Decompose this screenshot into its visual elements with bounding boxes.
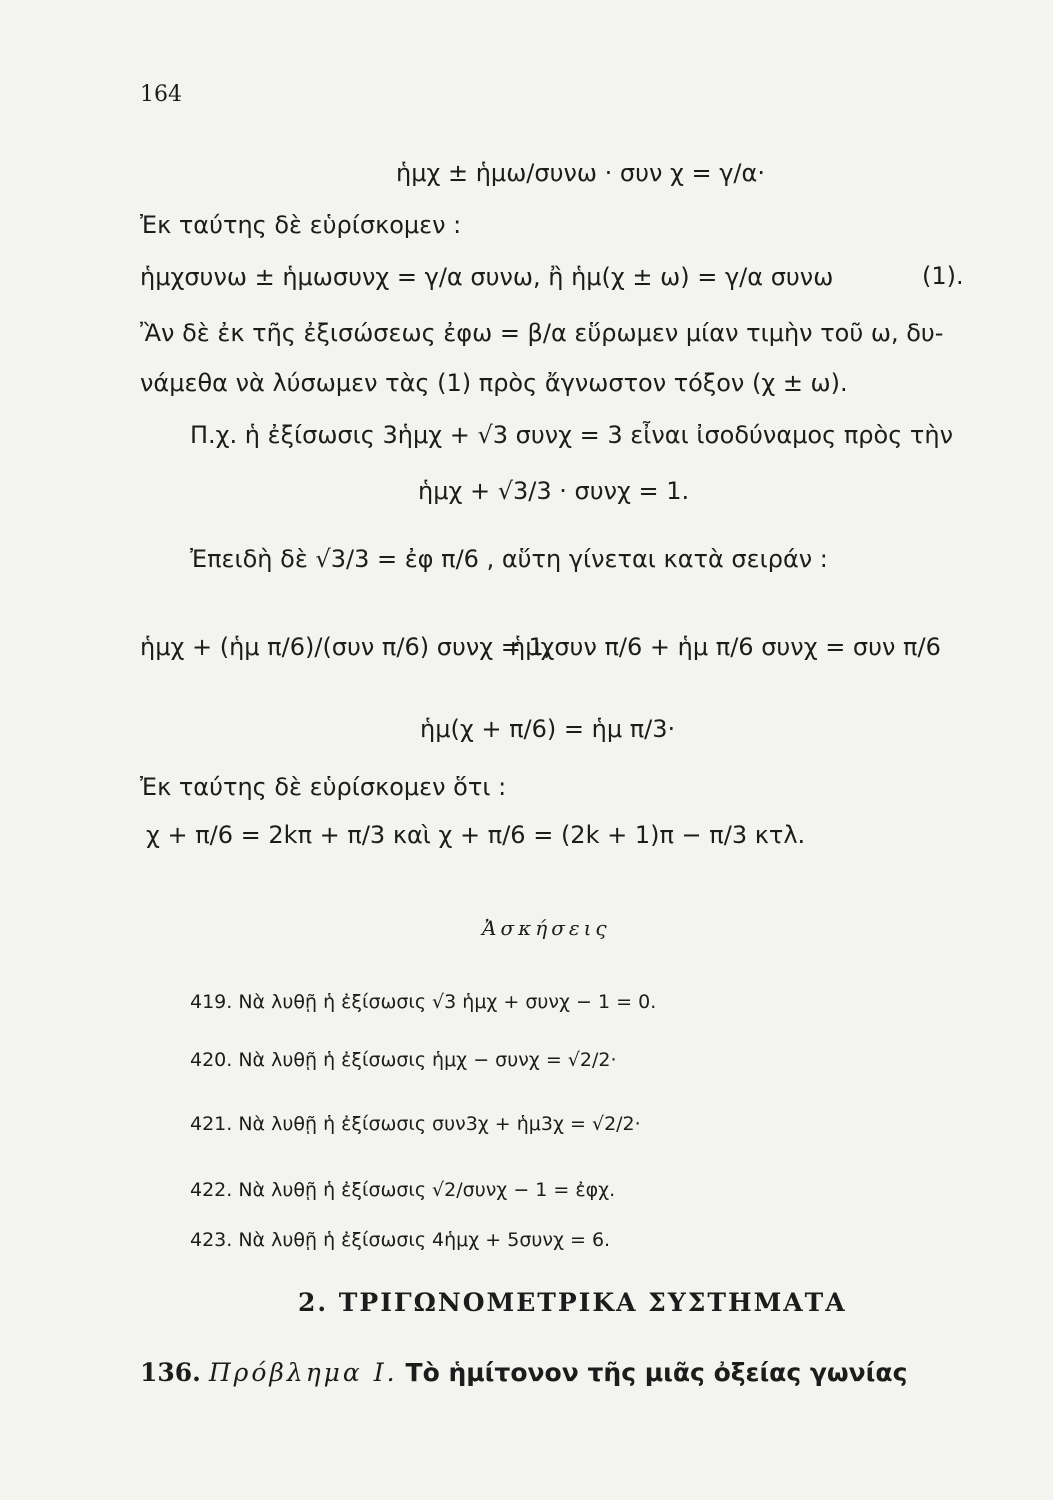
problem-label: Πρόβλημα Ι.	[208, 1358, 398, 1387]
text-line: Ἐκ ταύτης δὲ εὑρίσκομεν ὅτι :	[140, 773, 507, 801]
exercise-item: 419. Νὰ λυθῇ ἡ ἐξίσωσις √3 ἡμχ + συνχ − 1 = 0.	[190, 991, 657, 1013]
exercise-item: 421. Νὰ λυθῇ ἡ ἐξίσωσις συν3χ + ἡμ3χ = √2/2·	[190, 1113, 641, 1135]
equation-5: ἡμ(χ + π/6) = ἡμ π/3·	[420, 715, 676, 743]
equation-2: ἡμχσυνω ± ἡμωσυνχ = γ/α συνω, ἢ ἡμ(χ ± ω) = γ/α συνω	[140, 263, 834, 291]
text-line: Ἐπειδὴ δὲ √3/3 = ἐφ π/6 , αὕτη γίνεται κατὰ σειράν :	[190, 545, 828, 573]
page-number: 164	[140, 82, 182, 107]
equation-3: ἡμχ + √3/3 · συνχ = 1.	[418, 477, 690, 505]
text-line: Π.χ. ἡ ἐξίσωσις 3ἡμχ + √3 συνχ = 3 εἶναι ἰσοδύναμος πρὸς τὴν	[190, 421, 953, 449]
text-line: νάμεθα νὰ λύσωμεν τὰς (1) πρὸς ἄγνωστον τόξον (χ ± ω).	[140, 369, 848, 397]
equation-1: ἡμχ ± ἡμω/συνω · συν χ = γ/α·	[396, 159, 765, 187]
exercise-item: 422. Νὰ λυθῇ ἡ ἐξίσωσις √2/συνχ − 1 = ἐφχ.	[190, 1179, 616, 1201]
exercise-item: 423. Νὰ λυθῇ ἡ ἐξίσωσις 4ἡμχ + 5συνχ = 6.	[190, 1229, 611, 1251]
exercises-title: Ἀσκήσεις	[482, 916, 611, 940]
section-heading: 2. ΤΡΙΓΩΝΟΜΕΤΡΙΚΑ ΣΥΣΤΗΜΑΤΑ	[298, 1288, 847, 1317]
exercise-item: 420. Νὰ λυθῇ ἡ ἐξίσωσις ἡμχ − συνχ = √2/2·	[190, 1049, 617, 1071]
problem-line	[140, 1358, 907, 1387]
equation-6: χ + π/6 = 2kπ + π/3 καὶ χ + π/6 = (2k + 1)π − π/3 κτλ.	[146, 821, 806, 849]
equation-number: (1).	[922, 262, 964, 290]
text-line: Ἐκ ταύτης δὲ εὑρίσκομεν :	[140, 211, 462, 239]
equation-4a: ἡμχ + (ἡμ π/6)/(συν π/6) συνχ = 1,	[140, 633, 552, 661]
text-line: Ἂν δὲ ἐκ τῆς ἐξισώσεως ἐφω = β/α εὕρωμεν μίαν τιμὴν τοῦ ω, δυ-	[140, 319, 944, 347]
problem-number: 136.	[140, 1358, 201, 1387]
problem-text: Τὸ ἡμίτονον τῆς μιᾶς ὀξείας γωνίας	[405, 1358, 908, 1387]
equation-4b: ἡμχσυν π/6 + ἡμ π/6 συνχ = συν π/6	[510, 633, 941, 661]
